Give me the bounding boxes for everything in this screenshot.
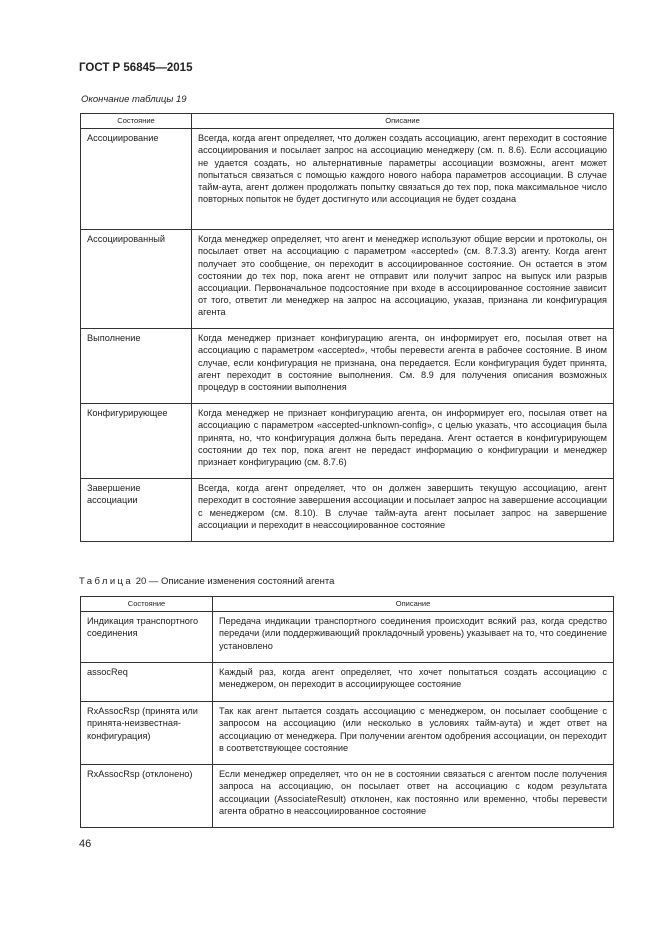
state-cell: Индикация транспортного соединения [81, 612, 213, 663]
table-20-caption [79, 576, 334, 587]
table-row [81, 702, 614, 765]
state-cell: RxAssocRsp (отклонено) [81, 765, 213, 828]
description-cell: Если менеджер определяет, что он не в состоянии связаться с агентом после получения запроса на ассоциацию, он посылает ответ на ассоциацию с кодом результата ассоциации (AssociateResult) отклонен, как постоянно или временно, чтобы перевести агента обратно в неассоциированное состояние [213, 765, 614, 828]
column-header-description: Описание [213, 597, 614, 612]
table-20-caption-title: 20 — Описание изменения состояний агента [133, 576, 335, 587]
table-19 [80, 113, 614, 542]
state-cell: Ассоциированный [81, 230, 192, 329]
state-cell: RxAssocRsp (принята или принята-неизвестная-конфигурация) [81, 702, 213, 765]
table-row [81, 329, 614, 404]
state-cell: Выполнение [81, 329, 192, 404]
table-20-caption-prefix: Таблица [79, 576, 134, 587]
column-header-description: Описание [192, 114, 614, 129]
column-header-state: Состояние [81, 597, 213, 612]
description-cell: Каждый раз, когда агент определяет, что хочет попытаться создать ассоциацию с менеджером, он переходит в ассоциирующее состояние [213, 663, 614, 702]
state-cell: Конфигурирующее [81, 404, 192, 479]
state-cell: Завершение ассоциации [81, 479, 192, 542]
state-cell: assocReq [81, 663, 213, 702]
description-cell: Передача индикации транспортного соединения происходит всякий раз, когда средство передачи (или поддерживающий прокладочный уровень) указывает на то, что соединение установлено [213, 612, 614, 663]
table-20 [80, 596, 614, 828]
table-row [81, 612, 614, 663]
table-header-row [81, 597, 614, 612]
table-19-caption: Окончание таблицы 19 [81, 94, 187, 105]
description-cell: Когда менеджер не признает конфигурацию агента, он информирует его, посылая ответ на ассоциацию с параметром «accepted-unknown-config», с целью указать, что ассоциация была принята, но, что конфигурация должна быть передана. Агент остается в конфигурирующем состоянии до тех пор, пока агент не передаст информацию о конфигурации и менеджер признает конфигурацию (см. 8.7.6) [192, 404, 614, 479]
description-cell: Когда менеджер признает конфигурацию агента, он информирует его, посылая ответ на ассоциацию с параметром «accepted», чтобы перевести агента в рабочее состояние. В ином случае, если конфигурация не признана, она передается. Если конфигурация будет принята, агент переходит в состояние выполнения. См. 8.9 для получения описания возможных процедур в состоянии выполнения [192, 329, 614, 404]
column-header-state: Состояние [81, 114, 192, 129]
description-cell: Всегда, когда агент определяет, что должен создать ассоциацию, агент переходит в состояние ассоциирования и посылает запрос на ассоциацию менеджеру (см. п. 8.6). Если ассоциацию не удается создать, но альтернативные параметры ассоциации возможны, агент может попытаться связаться с помощью каждого нового набора параметров ассоциации. В случае тайм-аута, агент должен продолжать попытку связаться до тех пор, пока максимальное число повторных попыток не будет достигнуто или ассоциация не будет создана [192, 129, 614, 230]
state-cell: Ассоциирование [81, 129, 192, 230]
description-cell: Так как агент пытается создать ассоциацию с менеджером, он посылает сообщение с запросом на ассоциацию (или несколько в условиях тайм-аута) и ждет ответ на ассоциацию от менеджера. При получении агентом одобрения ассоциации, он переходит в соответствующее состояние [213, 702, 614, 765]
table-row [81, 230, 614, 329]
table-row [81, 479, 614, 542]
table-header-row [81, 114, 614, 129]
page-number: 46 [79, 838, 92, 850]
table-row [81, 663, 614, 702]
description-cell: Когда менеджер определяет, что агент и менеджер используют общие версии и протоколы, он посылает ответ на ассоциацию с параметром «accepted» (см. 8.7.3.3) агенту. Когда агент получает это сообщение, он переходит в ассоциированное состояние. Он остается в этом состоянии до тех пор, пока агент не отправит или получит запрос на выпуск или разрыв ассоциации. Первоначальное подсостояние при входе в ассоциированное состояние зависит от того, ответит ли менеджер на запрос на ассоциацию, указав, признана ли конфигурация агента [192, 230, 614, 329]
table-row [81, 765, 614, 828]
table-row [81, 404, 614, 479]
description-cell: Всегда, когда агент определяет, что он должен завершить текущую ассоциацию, агент переходит в состояние завершения ассоциации и посылает запрос на завершение ассоциации с менеджером (см. 8.10). В случае тайм-аута агент посылает запрос на завершение ассоциации и переходит в неассоциированное состояние [192, 479, 614, 542]
standard-header: ГОСТ Р 56845—2015 [79, 62, 193, 74]
table-row [81, 129, 614, 230]
